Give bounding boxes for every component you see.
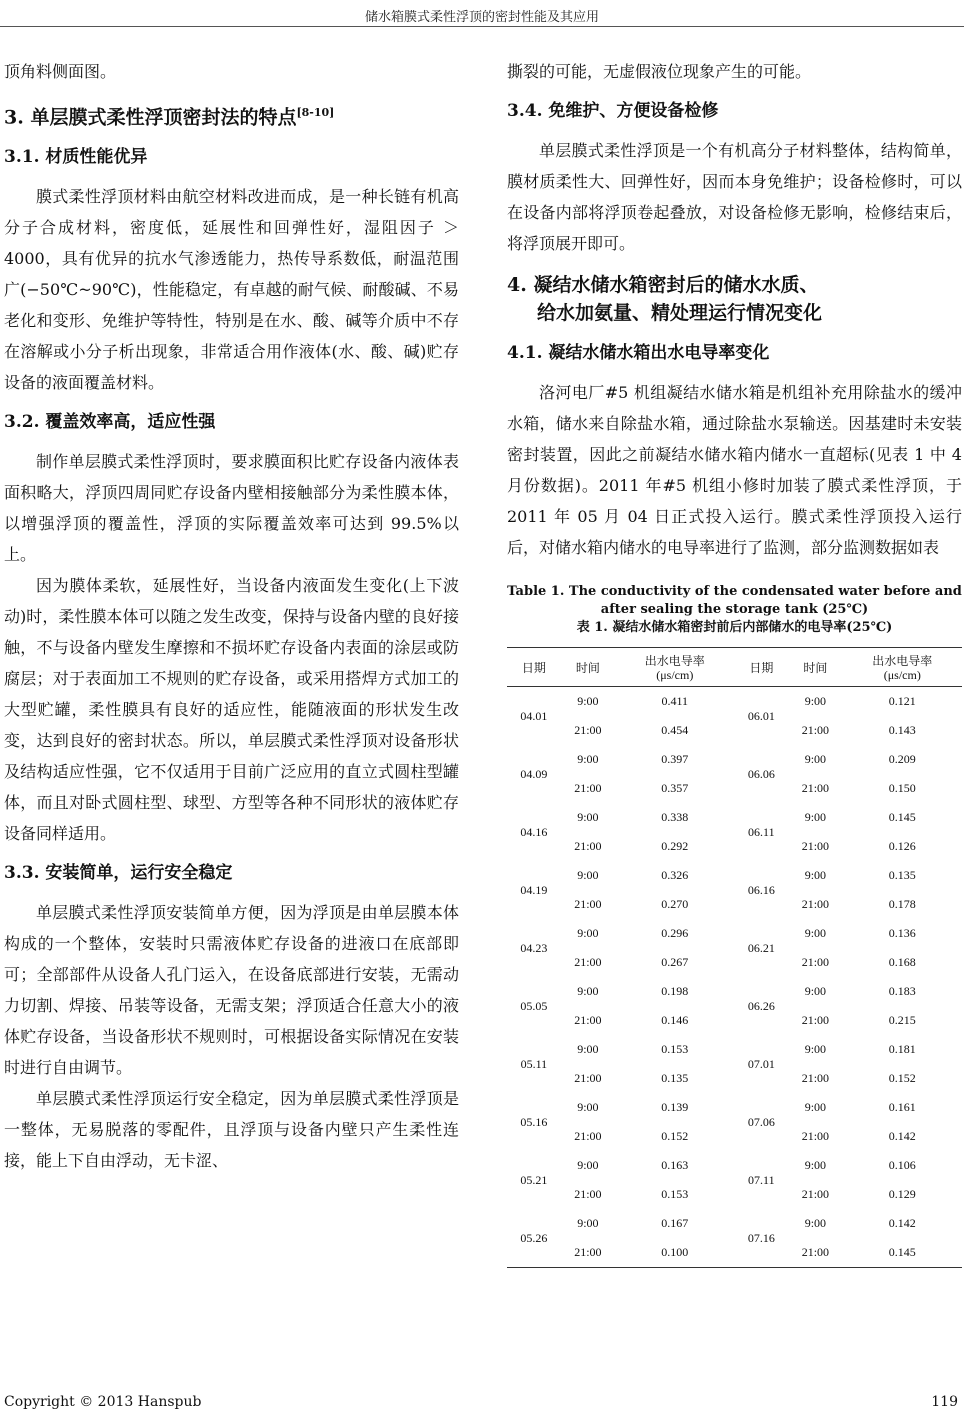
conductivity-cell: 0.209	[888, 752, 916, 766]
section-4-1-heading: 4.1. 凝结水储水箱出水电导率变化	[507, 343, 770, 363]
conductivity-cell: 0.357	[661, 781, 689, 795]
date-cell: 05.26	[507, 1209, 561, 1268]
section-3-2-paragraph-2: 因为膜体柔软，延展性好，当设备内液面发生变化(上下波动)时，柔性膜本体可以随之发生改变，保持与设备内壁的良好接触，不与设备内壁发生摩擦和不损坏贮存设备内表面的涂层或防腐层；对于表面加工不规则的贮存设备，或采用搭焊方式加工的大型贮罐，柔性膜具有良好的适应性，能随液面的形状发生改变，达到良好的密封状态。所以，单层膜式柔性浮顶对设备形状及结构适应性强，它不仅适用于目前广泛应用的直立式圆柱型罐体，而且对卧式圆柱型、球型、方型等各种不同形状的液体贮存设备同样适用。	[4, 576, 459, 844]
time-cell: 21:00	[574, 1187, 602, 1201]
date-cell: 04.19	[520, 882, 548, 897]
time-cell: 21:00	[801, 781, 830, 795]
time-cell: 21:00	[574, 955, 602, 969]
conductivity-cell: 0.198	[661, 984, 689, 998]
continued-paragraph-right: 撕裂的可能，无虚假液位现象产生的可能。	[507, 62, 812, 81]
date-cell: 04.16	[520, 824, 548, 839]
conductivity-cell: 0.167	[661, 1216, 689, 1230]
table-row	[507, 1035, 962, 1064]
time-cell: 21:00	[788, 1238, 842, 1268]
right-column	[507, 56, 962, 1268]
time-cell: 21:00	[574, 1071, 602, 1085]
continued-paragraph: 顶角料侧面图。	[4, 62, 117, 81]
conductivity-table	[507, 647, 962, 1268]
conductivity-cell: 0.215	[888, 1013, 916, 1027]
conductivity-cell: 0.145	[843, 1238, 962, 1268]
section-3-2-paragraph-1: 制作单层膜式柔性浮顶时，要求膜面积比贮存设备内液体表面积略大，浮顶四周同贮存设备内壁相接触部分为柔性膜本体，以增强浮顶的覆盖性，浮顶的实际覆盖效率可达到 99.5%以上。	[4, 452, 459, 565]
section-4-title-line-2: 给水加氨量、精处理运行情况变化	[537, 302, 823, 324]
time-cell: 9:00	[804, 868, 827, 882]
section-3-4-heading: 3.4. 免维护、方便设备检修	[507, 101, 719, 121]
time-cell: 9:00	[577, 752, 599, 766]
time-cell: 21:00	[801, 1187, 830, 1201]
conductivity-cell: 0.292	[661, 839, 689, 853]
time-cell: 21:00	[574, 839, 602, 853]
time-cell: 21:00	[801, 955, 830, 969]
conductivity-cell: 0.454	[661, 723, 689, 737]
section-4-1-paragraph: 洛河电厂#5 机组凝结水储水箱是机组补充用除盐水的缓冲水箱，储水来自除盐水箱，通过除盐水泵输送。因基建时未安装密封装置，因此之前凝结水储水箱内储水一直超标(见表 1 中 4 月份数据)。2011 年#5 机组小修时加装了膜式柔性浮顶，于 2011 年 05 月 04 日正式投入运行。膜式柔性浮顶投入运行后，对储水箱内储水的电导率进行了监测，部分监测数据如表	[507, 383, 962, 557]
header-time: 时间	[561, 648, 615, 687]
table-row	[507, 745, 962, 774]
conductivity-cell: 0.183	[888, 984, 916, 998]
conductivity-cell: 0.146	[661, 1013, 689, 1027]
date-cell: 06.16	[747, 882, 775, 897]
header-rule	[0, 26, 964, 27]
date-cell: 06.01	[747, 708, 775, 723]
header-date: 日期	[507, 648, 561, 687]
header-time: 时间	[788, 648, 842, 687]
time-cell: 21:00	[801, 1129, 830, 1143]
date-cell: 07.11	[748, 1172, 775, 1187]
conductivity-cell: 0.142	[888, 1129, 916, 1143]
date-cell: 04.23	[520, 940, 548, 955]
time-cell: 9:00	[804, 1100, 827, 1114]
time-cell: 21:00	[574, 781, 602, 795]
conductivity-cell: 0.168	[888, 955, 916, 969]
conductivity-cell: 0.161	[888, 1100, 916, 1114]
date-cell: 07.01	[747, 1056, 775, 1071]
time-cell: 9:00	[577, 1158, 599, 1172]
time-cell: 9:00	[577, 984, 599, 998]
table-row	[507, 1093, 962, 1122]
date-cell: 06.06	[747, 766, 775, 781]
conductivity-cell: 0.142	[888, 1216, 916, 1230]
conductivity-cell: 0.338	[661, 810, 689, 824]
table-caption-english-2: after sealing the storage tank (25℃)	[600, 602, 869, 617]
conductivity-cell: 0.121	[888, 694, 916, 708]
conductivity-cell: 0.126	[888, 839, 916, 853]
table-row	[507, 1209, 962, 1238]
table-caption-english-1: Table 1. The conductivity of the condensated water before and	[507, 584, 962, 599]
time-cell: 21:00	[574, 723, 602, 737]
conductivity-cell: 0.163	[661, 1158, 689, 1172]
time-cell: 9:00	[804, 926, 827, 940]
date-cell: 05.05	[520, 998, 548, 1013]
conductivity-cell: 0.153	[661, 1042, 689, 1056]
section-3-4-paragraph: 单层膜式柔性浮顶是一个有机高分子材料整体，结构简单，膜材质柔性大、回弹性好，因而本身免维护；设备检修时，可以在设备内部将浮顶卷起叠放，对设备检修无影响，检修结束后，将浮顶展开即可。	[507, 141, 962, 253]
time-cell: 9:00	[577, 926, 599, 940]
left-column	[4, 56, 459, 1176]
conductivity-cell: 0.150	[888, 781, 916, 795]
conductivity-cell: 0.152	[888, 1071, 916, 1085]
time-cell: 9:00	[577, 694, 599, 708]
time-cell: 9:00	[577, 1100, 599, 1114]
time-cell: 21:00	[574, 897, 602, 911]
table-body	[507, 687, 962, 1268]
time-cell: 9:00	[577, 868, 599, 882]
table-caption	[507, 583, 962, 637]
conductivity-cell: 0.296	[661, 926, 689, 940]
conductivity-cell: 0.106	[888, 1158, 916, 1172]
conductivity-cell: 0.145	[888, 810, 916, 824]
table-caption-chinese: 表 1. 凝结水储水箱密封前后内部储水的电导率(25℃)	[576, 620, 893, 635]
conductivity-cell: 0.178	[888, 897, 916, 911]
header-date: 日期	[734, 648, 788, 687]
conductivity-cell: 0.411	[661, 694, 689, 708]
table-row	[507, 803, 962, 832]
conductivity-cell: 0.135	[661, 1071, 689, 1085]
table-header-row	[507, 648, 962, 687]
section-3-3-heading: 3.3. 安装简单，运行安全稳定	[4, 863, 233, 884]
conductivity-cell: 0.129	[888, 1187, 916, 1201]
time-cell: 9:00	[804, 1216, 827, 1230]
header-conductivity: 出水电导率 (μs/cm)	[615, 648, 734, 687]
section-3-1-paragraph: 膜式柔性浮顶材料由航空材料改进而成，是一种长链有机高分子合成材料，密度低，延展性和回弹性好，湿阻因子 ＞4000，具有优异的抗水气渗透能力，热传导系数低，耐温范围广(−50℃~90℃)，性能稳定，有卓越的耐气候、耐酸碱、不易老化和变形、免维护等特性，特别是在水、酸、碱等介质中不存在溶解或小分子析出现象，非常适合用作液体(水、酸、碱)贮存设备的液面覆盖材料。	[4, 187, 459, 393]
time-cell: 9:00	[577, 1042, 599, 1056]
time-cell: 9:00	[804, 1158, 827, 1172]
conductivity-cell: 0.326	[661, 868, 689, 882]
table-row	[507, 977, 962, 1006]
header-conductivity: 出水电导率 (μs/cm)	[843, 648, 962, 687]
date-cell: 06.21	[747, 940, 775, 955]
time-cell: 21:00	[574, 1129, 602, 1143]
section-3-3-paragraph-1: 单层膜式柔性浮顶安装简单方便，因为浮顶是由单层膜本体构成的一个整体，安装时只需液体贮存设备的进液口在底部即可；全部部件从设备人孔门运入，在设备底部进行安装，无需动力切割、焊接、吊装等设备，无需支架；浮顶适合任意大小的液体贮存设备，当设备形状不规则时，可根据设备实际情况在安装时进行自由调节。	[4, 903, 459, 1078]
conductivity-cell: 0.153	[661, 1187, 689, 1201]
date-cell: 05.16	[520, 1114, 548, 1129]
section-3-citation: [8-10]	[296, 106, 335, 119]
section-3-title: 3. 单层膜式柔性浮顶密封法的特点	[4, 106, 297, 129]
section-3-3-paragraph-2: 单层膜式柔性浮顶运行安全稳定，因为单层膜式柔性浮顶是一整体，无易脱落的零配件，且浮顶与设备内壁只产生柔性连接，能上下自由浮动，无卡涩、	[4, 1089, 459, 1171]
date-cell: 06.11	[748, 824, 775, 839]
time-cell: 21:00	[801, 1013, 830, 1027]
time-cell: 9:00	[804, 810, 827, 824]
date-cell: 07.16	[734, 1209, 788, 1268]
conductivity-cell: 0.181	[888, 1042, 916, 1056]
table-row	[507, 687, 962, 717]
table-row	[507, 919, 962, 948]
time-cell: 21:00	[561, 1238, 615, 1268]
page-number: 119	[931, 1394, 958, 1410]
time-cell: 21:00	[801, 1071, 830, 1085]
section-4-title-line-1: 4. 凝结水储水箱密封后的储水水质、	[507, 274, 819, 296]
running-head: 储水箱膜式柔性浮顶的密封性能及其应用	[364, 10, 599, 25]
conductivity-cell: 0.100	[615, 1238, 734, 1268]
time-cell: 21:00	[801, 897, 830, 911]
conductivity-cell: 0.135	[888, 868, 916, 882]
time-cell: 9:00	[577, 1216, 599, 1230]
conductivity-cell: 0.136	[888, 926, 916, 940]
date-cell: 05.21	[520, 1172, 548, 1187]
date-cell: 06.26	[747, 998, 775, 1013]
time-cell: 9:00	[804, 752, 827, 766]
date-cell: 07.06	[747, 1114, 775, 1129]
section-3-2-heading: 3.2. 覆盖效率高，适应性强	[4, 412, 216, 433]
conductivity-cell: 0.267	[661, 955, 689, 969]
section-3-1-heading: 3.1. 材质性能优异	[4, 147, 148, 168]
conductivity-cell: 0.139	[661, 1100, 689, 1114]
section-4-heading	[507, 271, 962, 327]
time-cell: 21:00	[801, 723, 830, 737]
time-cell: 21:00	[574, 1013, 602, 1027]
table-row	[507, 861, 962, 890]
date-cell: 04.09	[520, 766, 548, 781]
conductivity-cell: 0.397	[661, 752, 689, 766]
time-cell: 9:00	[804, 984, 827, 998]
copyright: Copyright © 2013 Hanspub	[4, 1394, 202, 1410]
conductivity-cell: 0.270	[661, 897, 689, 911]
time-cell: 9:00	[804, 694, 827, 708]
conductivity-cell: 0.143	[888, 723, 916, 737]
time-cell: 21:00	[801, 839, 830, 853]
section-3-heading	[4, 99, 459, 131]
date-cell: 04.01	[520, 708, 548, 723]
time-cell: 9:00	[804, 1042, 827, 1056]
date-cell: 05.11	[520, 1056, 548, 1071]
table-row	[507, 1151, 962, 1180]
conductivity-cell: 0.152	[661, 1129, 689, 1143]
time-cell: 9:00	[577, 810, 599, 824]
